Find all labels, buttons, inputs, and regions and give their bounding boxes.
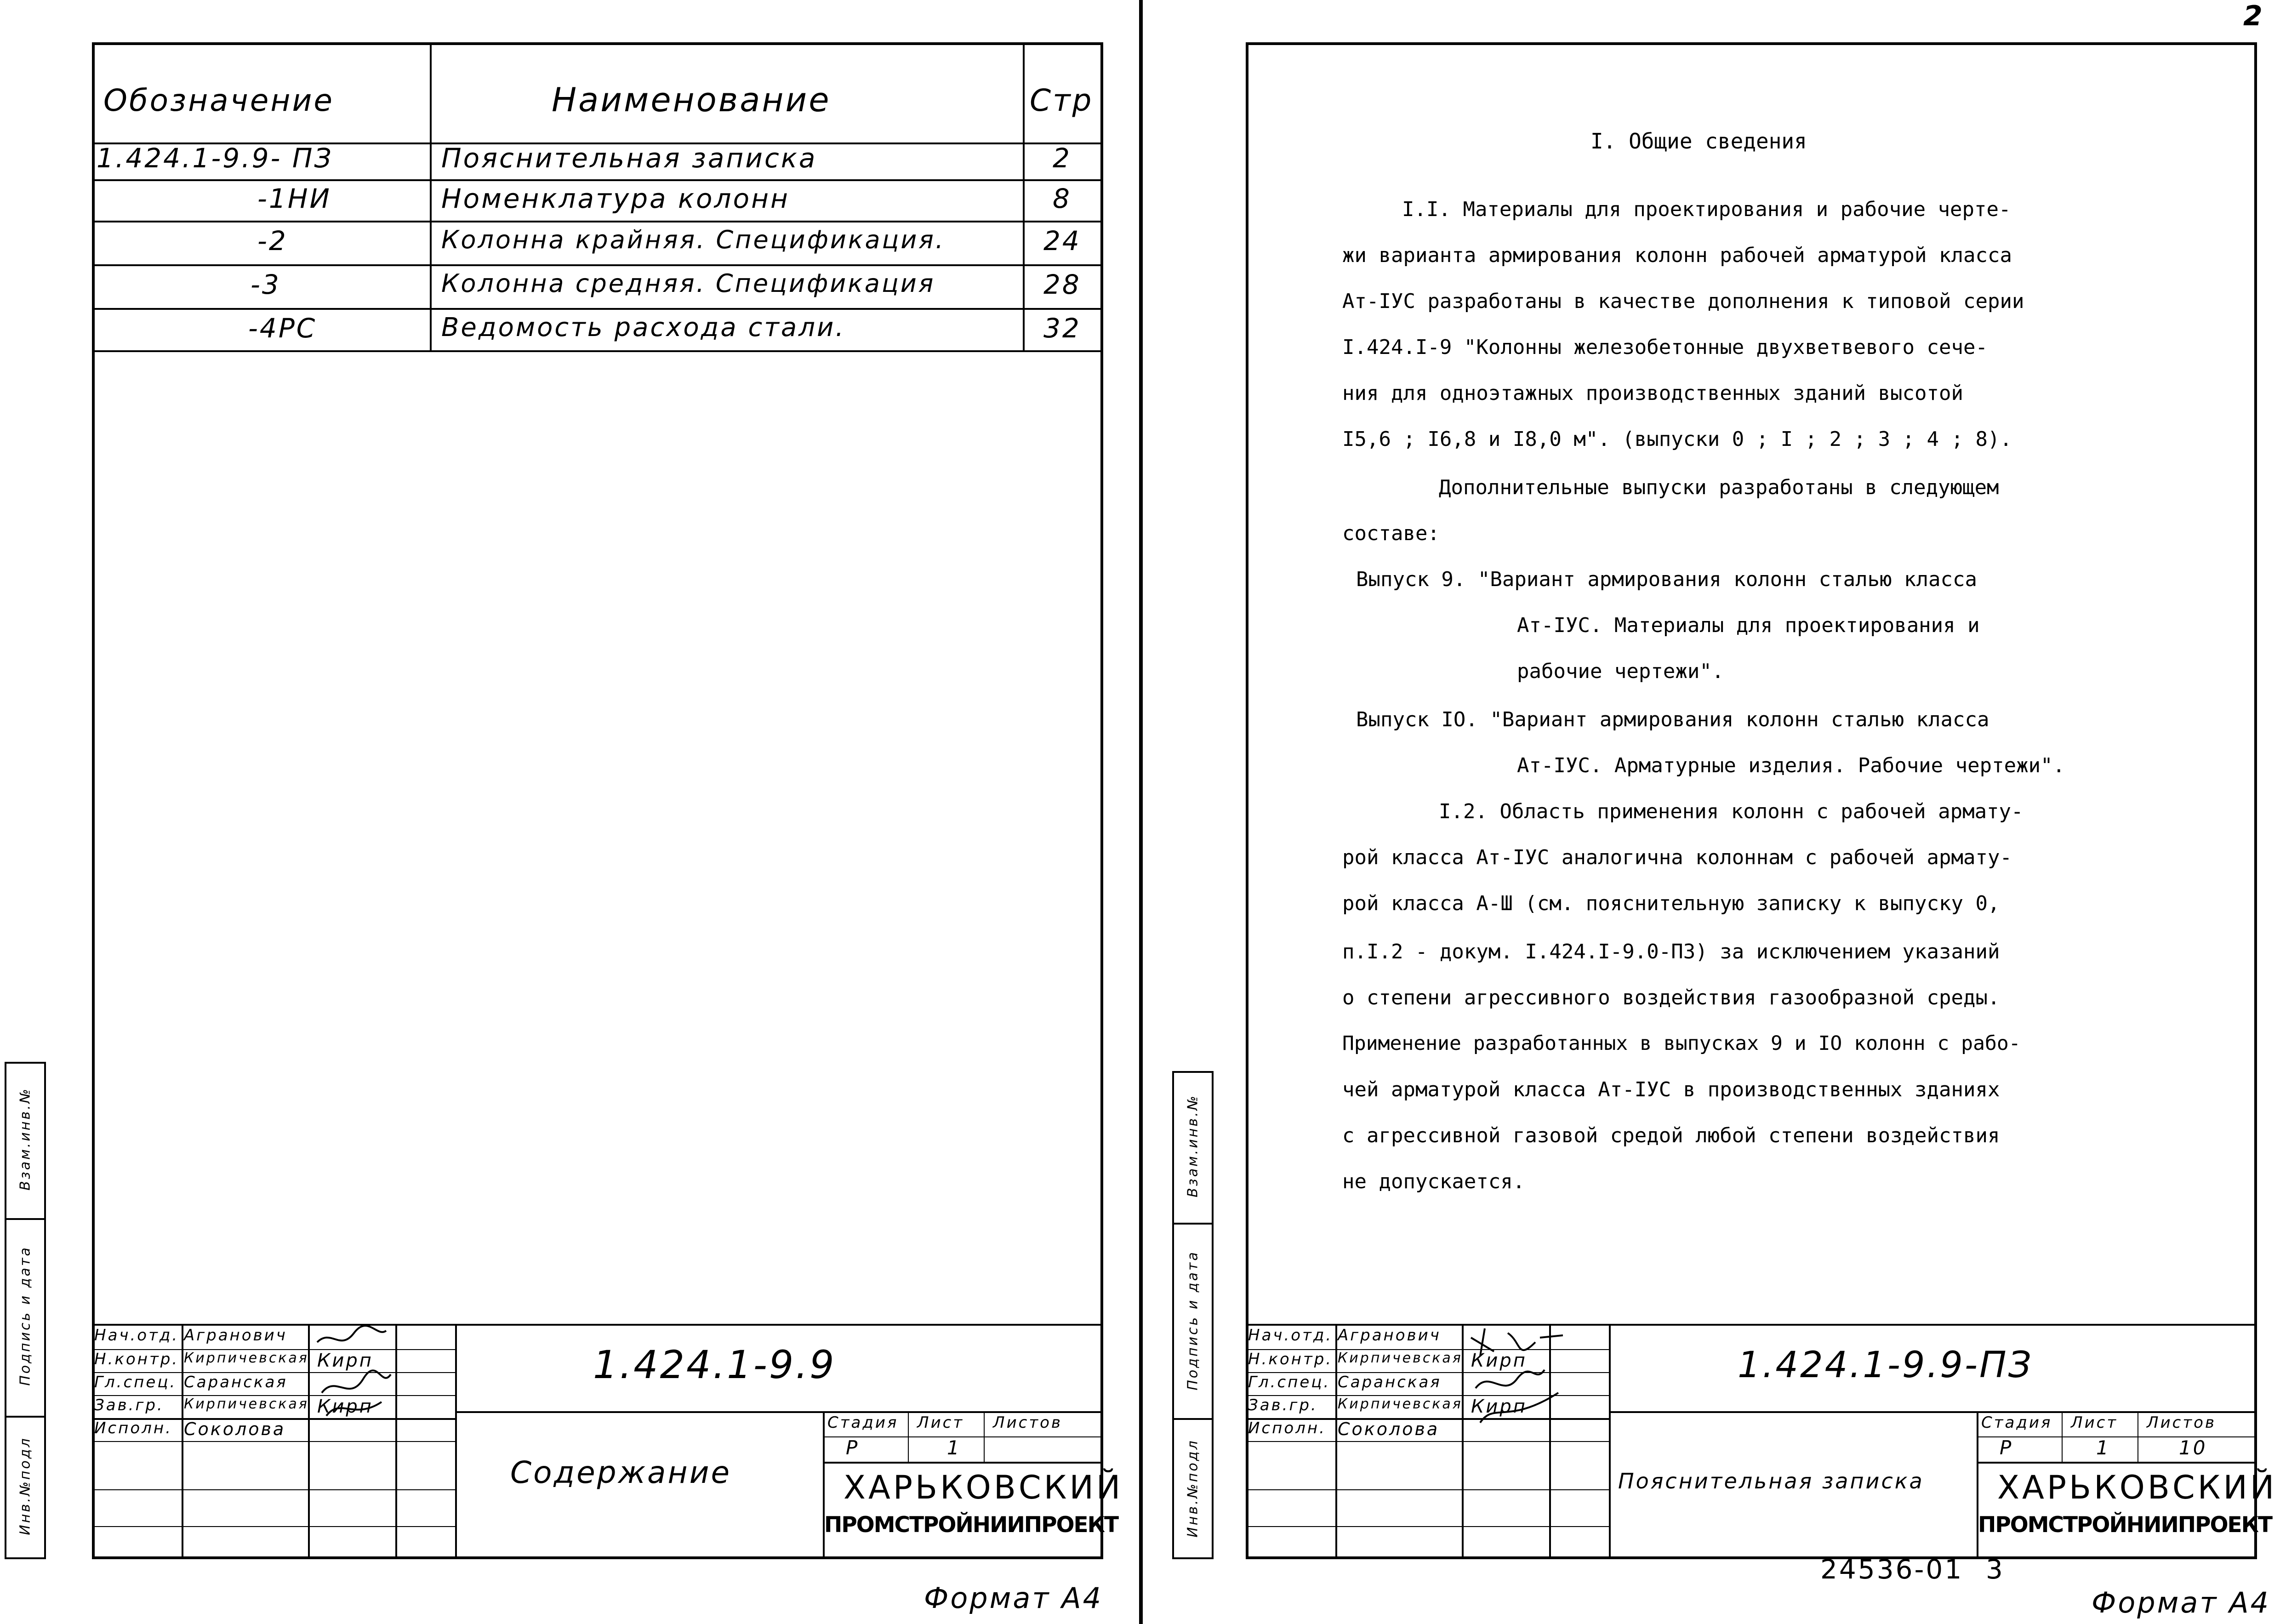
role-name: Кирпичевская [1338, 1396, 1463, 1412]
toc-row-designation: -1НИ [257, 183, 331, 214]
text-line: Дополнительные выпуски разработаны в следующем [1439, 476, 1999, 499]
role-name: Агранович [184, 1326, 287, 1345]
side-stamp-label: Взам.инв.№ [17, 1087, 34, 1191]
toc-row-name: Пояснительная записка [441, 142, 817, 174]
text-line: Выпуск 9. "Вариант армирования колонн сталью класса [1356, 568, 1978, 591]
role-name: Кирпичевская [1338, 1350, 1463, 1366]
toc-row-name: Колонна средняя. Спецификация [441, 269, 935, 298]
text-line: составе: [1342, 522, 1440, 545]
toc-row-designation: -2 [257, 225, 288, 256]
toc-row-designation: -3 [251, 269, 281, 300]
role-name: Кирпичевская [184, 1396, 309, 1412]
text-line: Ат-IУС. Арматурные изделия. Рабочие чертежи". [1517, 754, 2065, 777]
document-code: 1.424.1-9.9-ПЗ [1738, 1345, 2033, 1386]
role-signature: Кирп [1471, 1350, 1527, 1371]
sheet-header: Лист [917, 1413, 964, 1432]
text-line: рабочие чертежи". [1517, 660, 1724, 683]
role-label: Нач.отд. [94, 1326, 179, 1345]
document-title: Пояснительная записка [1618, 1469, 1924, 1493]
document-code: 1.424.1-9.9 [593, 1342, 836, 1387]
toc-row-name: Колонна крайняя. Спецификация. [441, 225, 946, 254]
side-stamp-label: Подпись и дата [1185, 1250, 1201, 1390]
toc-row-page: 32 [1043, 313, 1081, 344]
toc-row-page: 24 [1043, 225, 1081, 256]
text-line: Выпуск IO. "Вариант армирования колонн сталью класса [1356, 708, 1989, 731]
text-line: с агрессивной газовой средой любой степени воздействия [1342, 1124, 2000, 1147]
side-stamp-label: Инв.№подл [1185, 1439, 1201, 1538]
toc-row-designation: 1.424.1-9.9- ПЗ [97, 142, 333, 174]
text-line: рой класса Ат-IУС аналогична колоннам с рабочей армату- [1342, 846, 2012, 869]
side-stamp-label: Инв.№подл [17, 1436, 34, 1535]
document-title: Содержание [510, 1455, 732, 1490]
toc-row-designation: -4РС [248, 313, 317, 344]
role-signature: Кирп [1471, 1396, 1527, 1417]
format-label: Формат А4 [924, 1581, 1103, 1615]
role-name: Соколова [1338, 1419, 1440, 1439]
text-line: чей арматурой класса Ат-IУС в производственных зданиях [1342, 1078, 2000, 1101]
stage-header: Стадия [827, 1413, 899, 1432]
role-label: Н.контр. [94, 1350, 179, 1368]
role-label: Зав.гр. [1248, 1396, 1318, 1414]
organization-name-line2: ПРОМСТРОЙНИИПРОЕКТ [824, 1512, 1118, 1538]
side-stamp-label: Взам.инв.№ [1185, 1094, 1201, 1197]
role-label: Гл.спец. [1248, 1373, 1331, 1391]
sheets-header: Листов [993, 1413, 1063, 1432]
role-name: Агранович [1338, 1326, 1441, 1345]
toc-row-page: 28 [1043, 269, 1081, 300]
toc-row-name: Ведомость расхода стали. [441, 313, 846, 342]
role-label: Зав.гр. [94, 1396, 164, 1414]
organization-name: ХАРЬКОВСКИЙ [1997, 1469, 2277, 1506]
toc-header-page: Стр [1030, 83, 1094, 118]
stage-value: Р [846, 1436, 860, 1459]
text-line: рой класса А-Ш (см. пояснительную записку к выпуску 0, [1342, 892, 2000, 915]
role-label: Гл.спец. [94, 1373, 177, 1391]
text-line: о степени агрессивного воздействия газообразной среды. [1342, 986, 2000, 1009]
role-signature: Кирп [317, 1396, 373, 1417]
text-line: I.I. Материалы для проектирования и рабочие черте- [1402, 198, 2011, 221]
sheet-divider [1139, 0, 1143, 1624]
sheet-value: 1 [2096, 1436, 2110, 1459]
text-line: Ат-IУС. Материалы для проектирования и [1517, 614, 1980, 637]
text-line: I5,6 ; I6,8 и I8,0 м". (выпуски 0 ; I ; 2 ; 3 ; 4 ; 8). [1342, 427, 2012, 451]
text-line: жи варианта армирования колонн рабочей арматурой класса [1342, 244, 2012, 267]
archive-suffix: 3 [1986, 1554, 2005, 1585]
page-number: 2 [2243, 0, 2264, 32]
organization-name-line2: ПРОМСТРОЙНИИПРОЕКТ [1978, 1512, 2272, 1538]
text-line: Применение разработанных в выпусках 9 и IO колонн с рабо- [1342, 1032, 2021, 1055]
role-label: Н.контр. [1248, 1350, 1333, 1368]
toc-row-page: 2 [1053, 142, 1072, 174]
role-name: Саранская [184, 1373, 288, 1391]
toc-header-name: Наименование [552, 80, 831, 119]
text-line: Ат-IУС разработаны в качестве дополнения к типовой серии [1342, 290, 2024, 313]
role-name: Соколова [184, 1419, 286, 1439]
text-line: не допускается. [1342, 1170, 1525, 1193]
format-label: Формат А4 [2092, 1586, 2271, 1619]
sheet-value: 1 [947, 1436, 961, 1459]
signature-scribble [1466, 1324, 1568, 1434]
text-line: п.I.2 - докум. I.424.I-9.0-ПЗ) за исключением указаний [1342, 940, 2000, 963]
toc-row-name: Номенклатура колонн [441, 183, 790, 214]
role-signature: Кирп [317, 1350, 373, 1371]
role-label: Исполн. [1248, 1419, 1326, 1437]
archive-number: 24536-01 [1820, 1554, 1964, 1585]
text-line: I.424.I-9 "Колонны железобетонные двухветвевого сече- [1342, 336, 1988, 359]
toc-header-designation: Обозначение [103, 83, 334, 118]
side-stamp-label: Подпись и дата [17, 1246, 34, 1386]
sheets-value: 10 [2179, 1436, 2207, 1459]
text-line: ния для одноэтажных производственных зданий высотой [1342, 382, 1964, 405]
signature-scribble [313, 1324, 395, 1425]
stage-header: Стадия [1981, 1413, 2052, 1432]
toc-row-page: 8 [1053, 183, 1072, 214]
sheet-header: Лист [2071, 1413, 2118, 1432]
organization-name: ХАРЬКОВСКИЙ [844, 1469, 1123, 1506]
role-label: Исполн. [94, 1419, 172, 1437]
sheets-header: Листов [2147, 1413, 2217, 1432]
role-name: Саранская [1338, 1373, 1442, 1391]
role-name: Кирпичевская [184, 1350, 309, 1366]
role-label: Нач.отд. [1248, 1326, 1333, 1345]
text-line: I.2. Область применения колонн с рабочей армату- [1439, 800, 2024, 823]
section-heading: I. Общие сведения [1590, 129, 1807, 154]
stage-value: Р [2000, 1436, 2013, 1459]
